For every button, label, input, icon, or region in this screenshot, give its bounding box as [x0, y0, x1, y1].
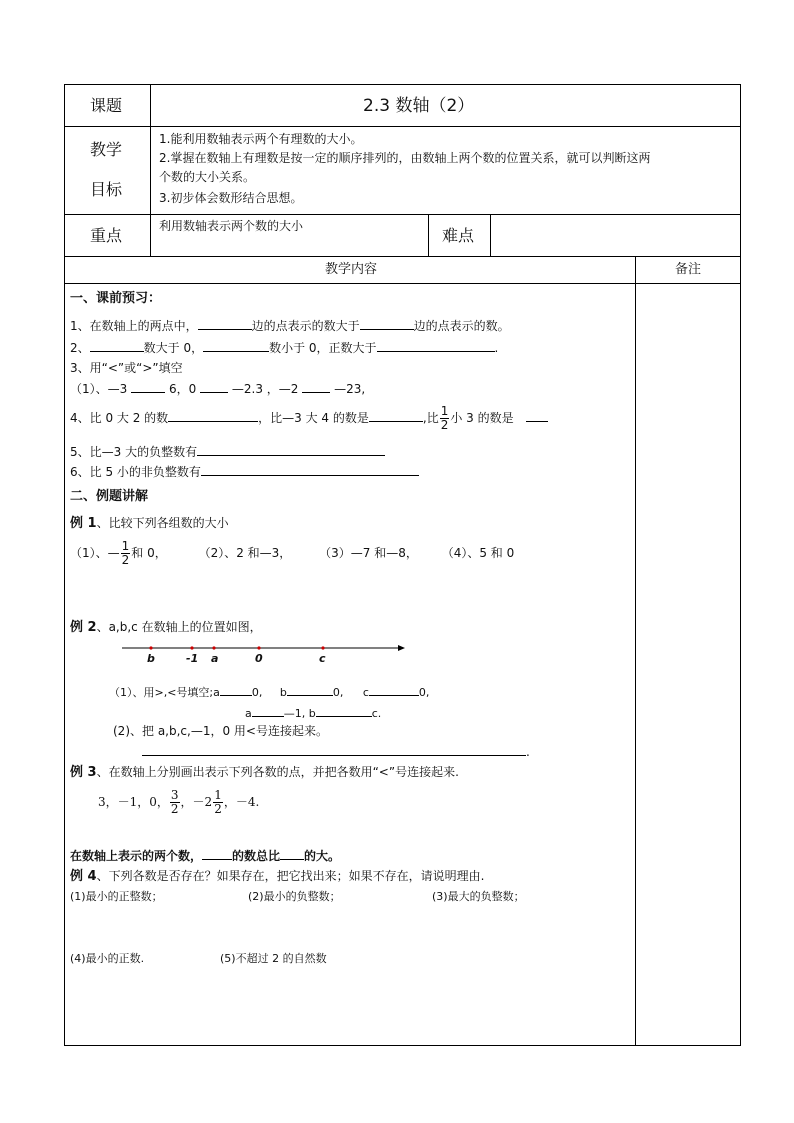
answer-blank[interactable]: [360, 317, 414, 330]
text: 4、比 0 大 2 的数: [70, 411, 169, 425]
axis-label-c: c: [319, 652, 326, 665]
preview-question-6: [70, 463, 419, 480]
goal-line: 2.掌握在数轴上有理数是按一定的顺序排列的，由数轴上两个数的位置关系，就可以判断这两: [159, 151, 651, 165]
key-point-label: 重点: [90, 226, 123, 245]
text: 数大于 0，: [143, 341, 204, 355]
answer-blank[interactable]: [526, 409, 548, 422]
denominator: 2: [121, 553, 130, 567]
answer-blank[interactable]: [197, 443, 385, 456]
text: .: [494, 341, 499, 355]
number-line-diagram: [118, 640, 418, 670]
answer-blank[interactable]: [203, 339, 269, 352]
answer-blank[interactable]: [369, 409, 423, 422]
answer-blank[interactable]: [220, 683, 252, 696]
notes-column-header: 备注: [675, 262, 702, 277]
text: 3，－1，0，: [98, 795, 169, 809]
text: a: [245, 707, 252, 720]
table-rule: [64, 283, 741, 284]
axis-point: [149, 646, 152, 649]
text: 、在数轴上分别画出表示下列各数的点，并把各数用“<”号连接起来.: [96, 765, 459, 779]
axis-label-zero: 0: [255, 652, 263, 665]
table-rule: [64, 126, 741, 127]
example-4-item: (5)不超过 2 的自然数: [220, 952, 327, 965]
text: 1、在数轴上的两点中，: [70, 319, 198, 333]
answer-blank[interactable]: [316, 704, 372, 717]
answer-blank[interactable]: [131, 380, 165, 393]
example-3-numbers: [98, 784, 259, 820]
text: 数小于 0，正数大于: [269, 341, 377, 355]
preview-question-2: [70, 339, 498, 356]
example-3: [70, 764, 459, 781]
page-title: 2.3 数轴（2）: [363, 96, 475, 116]
text: 小 3 的数是: [450, 411, 514, 425]
table-rule: [64, 214, 741, 215]
text: 、a,b,c 在数轴上的位置如图，: [96, 620, 262, 634]
subject-label: 课题: [90, 96, 123, 115]
example-label: 例 1: [70, 516, 97, 531]
numerator: 3: [170, 788, 179, 802]
axis-label-minus-one: -1: [186, 652, 199, 665]
text: 边的点表示的数大于: [251, 319, 360, 333]
example-1-items: [70, 535, 514, 571]
text: 0,: [251, 686, 263, 699]
text: —23,: [334, 382, 366, 396]
example-1: [70, 515, 229, 532]
goal-line: 3.初步体会数形结合思想。: [159, 191, 303, 205]
example-label: 例 2: [70, 620, 97, 635]
answer-blank[interactable]: [202, 847, 232, 860]
answer-blank[interactable]: [287, 683, 333, 696]
examples-heading: 二、例题讲解: [70, 489, 149, 504]
goal-label: 目标: [90, 180, 123, 199]
text: .: [526, 745, 530, 759]
example-4-item: (2)最小的负整数；: [248, 890, 341, 903]
example-2-question-1b: [245, 704, 381, 722]
text: （1）、—3: [70, 382, 128, 396]
table-rule: [428, 214, 429, 256]
axis-point: [321, 646, 324, 649]
table-rule: [635, 256, 636, 1046]
numerator: 1: [440, 404, 449, 418]
axis-label-a: a: [211, 652, 219, 665]
example-4: [70, 868, 484, 885]
text: 边的点表示的数。: [413, 319, 510, 333]
numerator: 1: [121, 539, 130, 553]
text: —1, b: [283, 707, 316, 720]
text: ,比: [422, 411, 439, 425]
denominator: 2: [170, 802, 179, 816]
answer-blank[interactable]: [90, 339, 144, 352]
text: 0,: [418, 686, 430, 699]
text: 5、比—3 大的负整数有: [70, 445, 198, 459]
table-rule: [150, 84, 151, 256]
text: ，比—3 大 4 的数是: [258, 411, 369, 425]
text: （2）、2 和—3，: [198, 546, 292, 560]
table-rule: [64, 256, 741, 257]
example-4-item: (4)最小的正数.: [70, 952, 145, 965]
answer-blank[interactable]: [252, 704, 284, 717]
example-2: [70, 619, 262, 636]
text: b: [279, 686, 287, 699]
goal-line: 1.能利用数轴表示两个有理数的大小。: [159, 132, 363, 146]
text: （3）—7 和—8，: [319, 546, 418, 560]
text: 在数轴上表示的两个数，: [70, 849, 203, 863]
numerator: 1: [214, 788, 222, 802]
table-border-bottom: [64, 1045, 741, 1046]
arrow-head-icon: [398, 645, 405, 651]
axis-point: [190, 646, 193, 649]
text: 的数总比: [232, 849, 281, 863]
answer-blank[interactable]: [369, 683, 419, 696]
preview-question-3: 3、用“<”或“>”填空: [70, 361, 183, 375]
table-rule: [490, 214, 491, 256]
example-label: 例 4: [70, 869, 97, 884]
table-border-top: [64, 84, 741, 85]
text: （1）、—: [70, 546, 120, 560]
text: 2、: [70, 341, 90, 355]
answer-blank[interactable]: [198, 317, 252, 330]
example-4-item: (1)最小的正整数；: [70, 890, 163, 903]
example-2-question-2: (2)、把 a,b,c,—1，0 用<号连接起来。: [113, 724, 328, 738]
answer-blank[interactable]: [302, 380, 330, 393]
conclusion-statement: [70, 847, 340, 864]
example-2-answer-line: [142, 743, 530, 760]
preview-question-1: [70, 317, 510, 334]
answer-blank[interactable]: [168, 409, 258, 422]
answer-blank[interactable]: [377, 339, 495, 352]
preview-question-4: [70, 401, 548, 435]
text: 、比较下列各组数的大小: [96, 516, 229, 530]
axis-point: [257, 646, 260, 649]
text: （4）、5 和 0: [441, 546, 515, 560]
example-label: 例 3: [70, 765, 97, 780]
table-border-left: [64, 84, 65, 1046]
text: 、下列各数是否存在？如果存在，把它找出来；如果不存在，请说明理由.: [96, 869, 485, 883]
preview-heading: 一、课前预习：: [70, 291, 162, 306]
text: 0,: [332, 686, 344, 699]
text: 和 0，: [131, 546, 167, 560]
text: ，－2: [180, 795, 213, 809]
answer-blank[interactable]: [280, 847, 304, 860]
key-point-text: 利用数轴表示两个数的大小: [159, 219, 304, 233]
fraction-half: [213, 789, 223, 816]
text: c.: [371, 707, 382, 720]
denominator: 2: [440, 418, 449, 432]
text: 6，0: [168, 382, 197, 396]
fraction-half: [121, 540, 131, 567]
example-2-question-1: [109, 683, 429, 701]
fraction-half: [440, 405, 450, 432]
goal-line: 个数的大小关系。: [159, 170, 256, 184]
text: 6、比 5 小的非负整数有: [70, 465, 201, 479]
goal-label: 教学: [90, 140, 123, 159]
text: （1）、用>,<号填空;a: [109, 686, 220, 699]
text: —2.3 ，—2: [231, 382, 299, 396]
example-4-item: (3)最大的负整数；: [432, 890, 525, 903]
answer-blank[interactable]: [142, 743, 526, 756]
axis-point: [212, 646, 215, 649]
fraction-three-halves: [170, 789, 180, 816]
answer-blank[interactable]: [201, 463, 419, 476]
denominator: 2: [214, 802, 222, 816]
text: c: [362, 686, 369, 699]
text: ，－4.: [223, 795, 260, 809]
preview-question-3-items: [70, 380, 365, 397]
text: 的大。: [304, 849, 341, 863]
table-border-right: [740, 84, 741, 1046]
difficulty-label: 难点: [442, 226, 475, 245]
answer-blank[interactable]: [200, 380, 228, 393]
preview-question-5: [70, 443, 385, 460]
axis-label-b: b: [147, 652, 155, 665]
content-column-header: 教学内容: [325, 262, 378, 277]
